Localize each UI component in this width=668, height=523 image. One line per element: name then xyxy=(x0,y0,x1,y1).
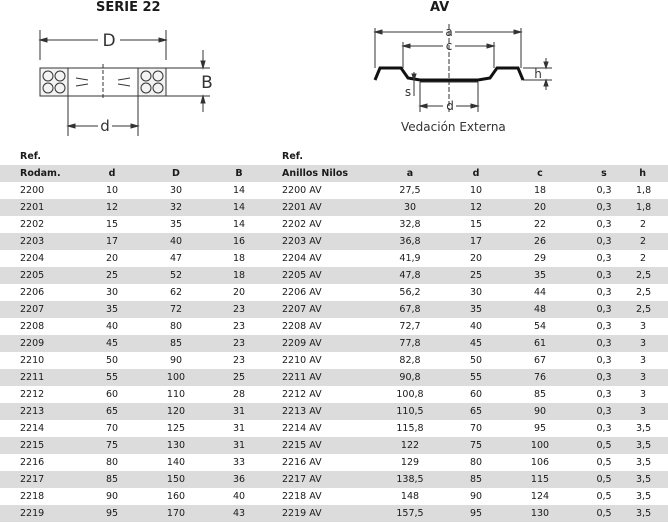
cell-D: 140 xyxy=(166,457,186,468)
cell-s: 0,3 xyxy=(596,355,612,366)
cell-d: 85 xyxy=(86,471,138,488)
cell-h: 3 xyxy=(636,369,668,386)
cell-D: 80 xyxy=(169,321,183,332)
cell-h: 2 xyxy=(636,233,668,250)
cell-ref-bearing: 2214 xyxy=(20,423,45,434)
cell-ref-bearing: 2202 xyxy=(20,219,45,230)
cell-a: 90,8 xyxy=(376,369,444,386)
cell-ref-seal: 2212 AV xyxy=(282,389,322,400)
cell-D: 110 xyxy=(166,389,186,400)
cell-d-seal: 55 xyxy=(444,369,508,386)
cell-a: 27,5 xyxy=(399,185,421,196)
cell-s: 0,5 xyxy=(596,491,612,502)
cell-ref-seal: 2216 AV xyxy=(282,457,322,468)
cell-ref-bearing: 2211 xyxy=(0,369,86,386)
cell-B: 28 xyxy=(232,389,246,400)
table-row xyxy=(0,335,668,352)
label-D: D xyxy=(102,31,116,51)
cell-s: 0,3 xyxy=(596,389,612,400)
cell-a: 157,5 xyxy=(376,505,444,522)
table-row xyxy=(0,267,668,284)
cell-D: D xyxy=(138,165,214,182)
cell-d-seal: 60 xyxy=(469,389,483,400)
cell-B: 14 xyxy=(214,199,264,216)
cell-c: 90 xyxy=(508,403,572,420)
label-d: d xyxy=(100,117,110,135)
cell-s: 0,3 xyxy=(596,253,612,264)
cell-B: 18 xyxy=(214,267,264,284)
cell-d-seal: 40 xyxy=(469,321,483,332)
cell-h: 2 xyxy=(639,253,646,264)
cell-d-seal: d xyxy=(444,165,508,182)
cell-c: 54 xyxy=(533,321,547,332)
cell-h: h xyxy=(636,165,668,182)
cell-s: 0,3 xyxy=(596,423,612,434)
cell-s: 0,3 xyxy=(596,219,612,230)
cell-d-seal: 90 xyxy=(469,491,483,502)
cell-d: 95 xyxy=(86,505,138,522)
cell-c: 95 xyxy=(533,423,547,434)
cell-d xyxy=(86,148,138,165)
label-a: a xyxy=(445,25,453,39)
hatch-mark xyxy=(118,84,130,86)
table-row xyxy=(0,318,668,335)
cell-s: 0,3 xyxy=(572,369,636,386)
cell-ref-seal: 2211 AV xyxy=(264,369,376,386)
cell-ref-bearing: 2207 xyxy=(0,301,86,318)
cell-c: 76 xyxy=(508,369,572,386)
cell-c: 29 xyxy=(533,253,547,264)
cell-d: 65 xyxy=(86,403,138,420)
cell-D: 47 xyxy=(169,253,183,264)
cell-d: 45 xyxy=(86,335,138,352)
table-row xyxy=(0,488,668,505)
cell-d: 10 xyxy=(105,185,119,196)
cell-ref-bearing: 2201 xyxy=(0,199,86,216)
table-row xyxy=(0,369,668,386)
cell-ref-seal: 2203 AV xyxy=(264,233,376,250)
cell-D: 40 xyxy=(138,233,214,250)
cell-d: 70 xyxy=(105,423,119,434)
table-row xyxy=(0,284,668,301)
cell-s: 0,3 xyxy=(572,335,636,352)
cell-ref-bearing: 2217 xyxy=(0,471,86,488)
arrow-icon xyxy=(159,38,166,42)
cell-ref-bearing: Ref. xyxy=(20,151,41,162)
cell-d-seal: 25 xyxy=(444,267,508,284)
cell-D: 150 xyxy=(138,471,214,488)
cell-d-seal: 20 xyxy=(469,253,483,264)
cell-ref-bearing: 2208 xyxy=(20,321,45,332)
cell-d-seal: 10 xyxy=(469,185,483,196)
cell-h: 2,5 xyxy=(636,287,652,298)
cell-d-seal: 35 xyxy=(444,301,508,318)
table-row xyxy=(0,454,668,471)
cell-h: 2 xyxy=(639,219,646,230)
cell-a: 110,5 xyxy=(376,403,444,420)
cell-c: 20 xyxy=(508,199,572,216)
cell-D: 125 xyxy=(166,423,186,434)
table-row xyxy=(0,250,668,267)
table-row xyxy=(0,437,668,454)
cell-D: 170 xyxy=(138,505,214,522)
cell-B: B xyxy=(214,165,264,182)
cell-d: 55 xyxy=(86,369,138,386)
hatch-mark xyxy=(76,78,88,80)
cell-c: 124 xyxy=(530,491,550,502)
cell-ref-seal: 2210 AV xyxy=(282,355,322,366)
cell-h: 2,5 xyxy=(636,267,668,284)
cell-d-seal: 17 xyxy=(444,233,508,250)
cell-d-seal: 30 xyxy=(469,287,483,298)
cell-ref-seal: 2204 AV xyxy=(282,253,322,264)
table-row xyxy=(0,505,668,522)
table-row xyxy=(0,352,668,369)
cell-c: 35 xyxy=(508,267,572,284)
cell-a: 32,8 xyxy=(399,219,421,230)
cell-h: 1,8 xyxy=(636,185,652,196)
cell-B: 23 xyxy=(214,335,264,352)
cell-ref-bearing: Rodam. xyxy=(0,165,86,182)
cell-ref-bearing: 2218 xyxy=(20,491,45,502)
cell-d-seal: 85 xyxy=(444,471,508,488)
cell-B: 14 xyxy=(232,185,246,196)
cell-s: 0,5 xyxy=(572,505,636,522)
cell-a: 115,8 xyxy=(396,423,424,434)
cell-ref-seal: 2200 AV xyxy=(282,185,322,196)
cell-ref-seal: 2207 AV xyxy=(264,301,376,318)
cell-c: 44 xyxy=(533,287,547,298)
cell-ref-seal: 2208 AV xyxy=(282,321,322,332)
cell-c: c xyxy=(508,165,572,182)
cell-s: 0,3 xyxy=(596,185,612,196)
cell-h xyxy=(636,148,668,165)
bearing-drawing xyxy=(40,30,210,136)
arrow-icon xyxy=(514,30,521,34)
cell-D: 130 xyxy=(138,437,214,454)
arrow-icon xyxy=(544,80,548,86)
cell-D xyxy=(138,148,214,165)
arrow-icon xyxy=(487,44,494,48)
cell-c: 106 xyxy=(530,457,550,468)
cell-a xyxy=(376,148,444,165)
cell-d: 60 xyxy=(105,389,119,400)
cell-s: s xyxy=(572,165,636,182)
cell-d-seal: 95 xyxy=(444,505,508,522)
cell-ref-bearing: 2203 xyxy=(0,233,86,250)
cell-ref-bearing: 2219 xyxy=(0,505,86,522)
seal-title: AV xyxy=(430,0,450,15)
cell-c: 26 xyxy=(508,233,572,250)
cell-c: 115 xyxy=(508,471,572,488)
hatch-mark xyxy=(76,84,88,86)
cell-s: 0,5 xyxy=(572,437,636,454)
cell-s: 0,3 xyxy=(572,199,636,216)
cell-ref-seal: Anillos Nilos xyxy=(264,165,376,182)
cell-c: 18 xyxy=(533,185,547,196)
cell-d: 35 xyxy=(86,301,138,318)
arrow-icon xyxy=(375,30,382,34)
cell-d-seal: 70 xyxy=(469,423,483,434)
cell-D: 85 xyxy=(138,335,214,352)
cell-d: 20 xyxy=(105,253,119,264)
cell-d-seal: 45 xyxy=(444,335,508,352)
cell-d: 12 xyxy=(86,199,138,216)
cell-ref-seal: 2219 AV xyxy=(264,505,376,522)
cell-a: 100,8 xyxy=(396,389,424,400)
cell-h: 3,5 xyxy=(636,491,652,502)
cell-h: 3,5 xyxy=(636,457,652,468)
arrow-icon xyxy=(201,61,205,68)
cell-d: 17 xyxy=(86,233,138,250)
cell-c: 100 xyxy=(508,437,572,454)
arrow-icon xyxy=(131,124,138,128)
cell-B: 40 xyxy=(232,491,246,502)
table-row xyxy=(0,182,668,199)
cell-ref-seal: 2215 AV xyxy=(264,437,376,454)
table-row xyxy=(0,386,668,403)
cell-h: 3,5 xyxy=(636,423,652,434)
cell-ref-bearing: 2204 xyxy=(20,253,45,264)
cell-ref-bearing: 2210 xyxy=(20,355,45,366)
cell-D: 30 xyxy=(169,185,183,196)
cell-d-seal: 12 xyxy=(444,199,508,216)
cell-d: 90 xyxy=(105,491,119,502)
cell-d-seal: 80 xyxy=(469,457,483,468)
cell-a: 148 xyxy=(400,491,420,502)
cell-D: 72 xyxy=(138,301,214,318)
cell-B: 31 xyxy=(232,423,246,434)
cell-d-seal xyxy=(444,148,508,165)
technical-drawings xyxy=(0,14,668,144)
cell-h: 3,5 xyxy=(636,505,668,522)
cell-ref-bearing: 2215 xyxy=(0,437,86,454)
cell-d: d xyxy=(86,165,138,182)
cell-h: 1,8 xyxy=(636,199,668,216)
cell-a: 36,8 xyxy=(376,233,444,250)
cell-h: 3 xyxy=(636,403,668,420)
cell-B: 20 xyxy=(232,287,246,298)
table-row xyxy=(0,301,668,318)
cell-h: 2,5 xyxy=(636,301,668,318)
cell-D: 90 xyxy=(169,355,183,366)
cell-s: 0,3 xyxy=(572,267,636,284)
arrow-icon xyxy=(403,44,410,48)
cell-a: 30 xyxy=(376,199,444,216)
arrow-icon xyxy=(68,124,75,128)
seal-caption: Vedación Externa xyxy=(401,120,506,134)
cell-d: 25 xyxy=(86,267,138,284)
dimensions-table xyxy=(0,148,668,522)
cell-d: 80 xyxy=(105,457,119,468)
cell-s: 0,3 xyxy=(596,321,612,332)
label-B: B xyxy=(201,73,213,93)
cell-ref-seal: 2201 AV xyxy=(264,199,376,216)
cell-d-seal: 50 xyxy=(469,355,483,366)
cell-B: 43 xyxy=(214,505,264,522)
cell-ref-seal: 2206 AV xyxy=(282,287,322,298)
arrow-icon xyxy=(544,62,548,68)
cell-B: 23 xyxy=(232,321,246,332)
cell-a: a xyxy=(376,165,444,182)
cell-D: 62 xyxy=(169,287,183,298)
cell-h: 3 xyxy=(639,321,646,332)
cell-ref-seal: 2213 AV xyxy=(264,403,376,420)
cell-ref-seal: Ref. xyxy=(282,151,303,162)
label-h: h xyxy=(534,67,542,81)
label-s: s xyxy=(404,85,412,99)
cell-d-seal: 65 xyxy=(444,403,508,420)
cell-a: 82,8 xyxy=(399,355,421,366)
cell-s: 0,3 xyxy=(572,403,636,420)
cell-ref-bearing: 2213 xyxy=(0,403,86,420)
cell-a: 41,9 xyxy=(399,253,421,264)
cell-B: 23 xyxy=(232,355,246,366)
cell-d-seal: 15 xyxy=(469,219,483,230)
cell-B: 25 xyxy=(214,369,264,386)
cell-ref-seal: 2209 AV xyxy=(264,335,376,352)
arrow-icon xyxy=(471,104,478,108)
cell-s: 0,3 xyxy=(572,233,636,250)
table-header-row xyxy=(0,148,668,165)
cell-d: 50 xyxy=(105,355,119,366)
cell-h: 3 xyxy=(639,355,646,366)
cell-D: 32 xyxy=(138,199,214,216)
cell-ref-bearing: 2212 xyxy=(20,389,45,400)
cell-ref-seal: 2205 AV xyxy=(264,267,376,284)
cell-B xyxy=(214,148,264,165)
cell-d: 30 xyxy=(105,287,119,298)
cell-c: 130 xyxy=(508,505,572,522)
cell-D: 100 xyxy=(138,369,214,386)
cell-h: 3 xyxy=(636,335,668,352)
cell-d: 15 xyxy=(105,219,119,230)
table-row xyxy=(0,199,668,216)
cell-D: 52 xyxy=(138,267,214,284)
cell-h: 3,5 xyxy=(636,471,668,488)
cell-s: 0,5 xyxy=(596,457,612,468)
table-header-row xyxy=(0,165,668,182)
cell-s: 0,3 xyxy=(596,287,612,298)
cell-s xyxy=(572,148,636,165)
cell-B: 33 xyxy=(232,457,246,468)
cell-c: 61 xyxy=(508,335,572,352)
cell-ref-bearing: 2209 xyxy=(0,335,86,352)
table-row xyxy=(0,420,668,437)
cell-B: 31 xyxy=(214,437,264,454)
cell-c: 48 xyxy=(508,301,572,318)
cell-h: 3,5 xyxy=(636,437,668,454)
cell-a: 129 xyxy=(400,457,420,468)
hatch-mark xyxy=(118,78,130,80)
table-row xyxy=(0,471,668,488)
table-row xyxy=(0,403,668,420)
seal-drawing xyxy=(375,24,552,112)
label-c: c xyxy=(445,39,453,53)
cell-a: 122 xyxy=(376,437,444,454)
cell-a: 72,7 xyxy=(399,321,421,332)
cell-a: 77,8 xyxy=(376,335,444,352)
cell-ref-seal: 2217 AV xyxy=(264,471,376,488)
cell-B: 36 xyxy=(214,471,264,488)
cell-ref-bearing: 2206 xyxy=(20,287,45,298)
series-title: SERIE 22 xyxy=(96,0,161,15)
cell-ref-seal: 2202 AV xyxy=(282,219,322,230)
cell-a: 138,5 xyxy=(376,471,444,488)
cell-c xyxy=(508,148,572,165)
cell-ref-bearing: 2216 xyxy=(20,457,45,468)
cell-c: 85 xyxy=(533,389,547,400)
cell-B: 16 xyxy=(214,233,264,250)
cell-d: 75 xyxy=(86,437,138,454)
cell-s: 0,3 xyxy=(572,301,636,318)
arrow-icon xyxy=(201,96,205,103)
table-row xyxy=(0,216,668,233)
arrow-icon xyxy=(420,104,427,108)
cell-h: 3 xyxy=(639,389,646,400)
cell-B: 18 xyxy=(232,253,246,264)
cell-ref-seal: 2218 AV xyxy=(282,491,322,502)
cell-s: 0,5 xyxy=(572,471,636,488)
cell-a: 47,8 xyxy=(376,267,444,284)
cell-D: 160 xyxy=(166,491,186,502)
cell-a: 56,2 xyxy=(399,287,421,298)
cell-B: 31 xyxy=(214,403,264,420)
table-row xyxy=(0,233,668,250)
cell-D: 35 xyxy=(169,219,183,230)
cell-ref-seal: 2214 AV xyxy=(282,423,322,434)
cell-a: 67,8 xyxy=(376,301,444,318)
cell-c: 22 xyxy=(533,219,547,230)
label-d: d xyxy=(446,99,454,113)
cell-B: 14 xyxy=(232,219,246,230)
cell-c: 67 xyxy=(533,355,547,366)
cell-d-seal: 75 xyxy=(444,437,508,454)
cell-d: 40 xyxy=(105,321,119,332)
cell-ref-bearing: 2205 xyxy=(0,267,86,284)
cell-D: 120 xyxy=(138,403,214,420)
arrow-icon xyxy=(40,38,47,42)
cell-B: 23 xyxy=(214,301,264,318)
cell-ref-bearing: 2200 xyxy=(20,185,45,196)
